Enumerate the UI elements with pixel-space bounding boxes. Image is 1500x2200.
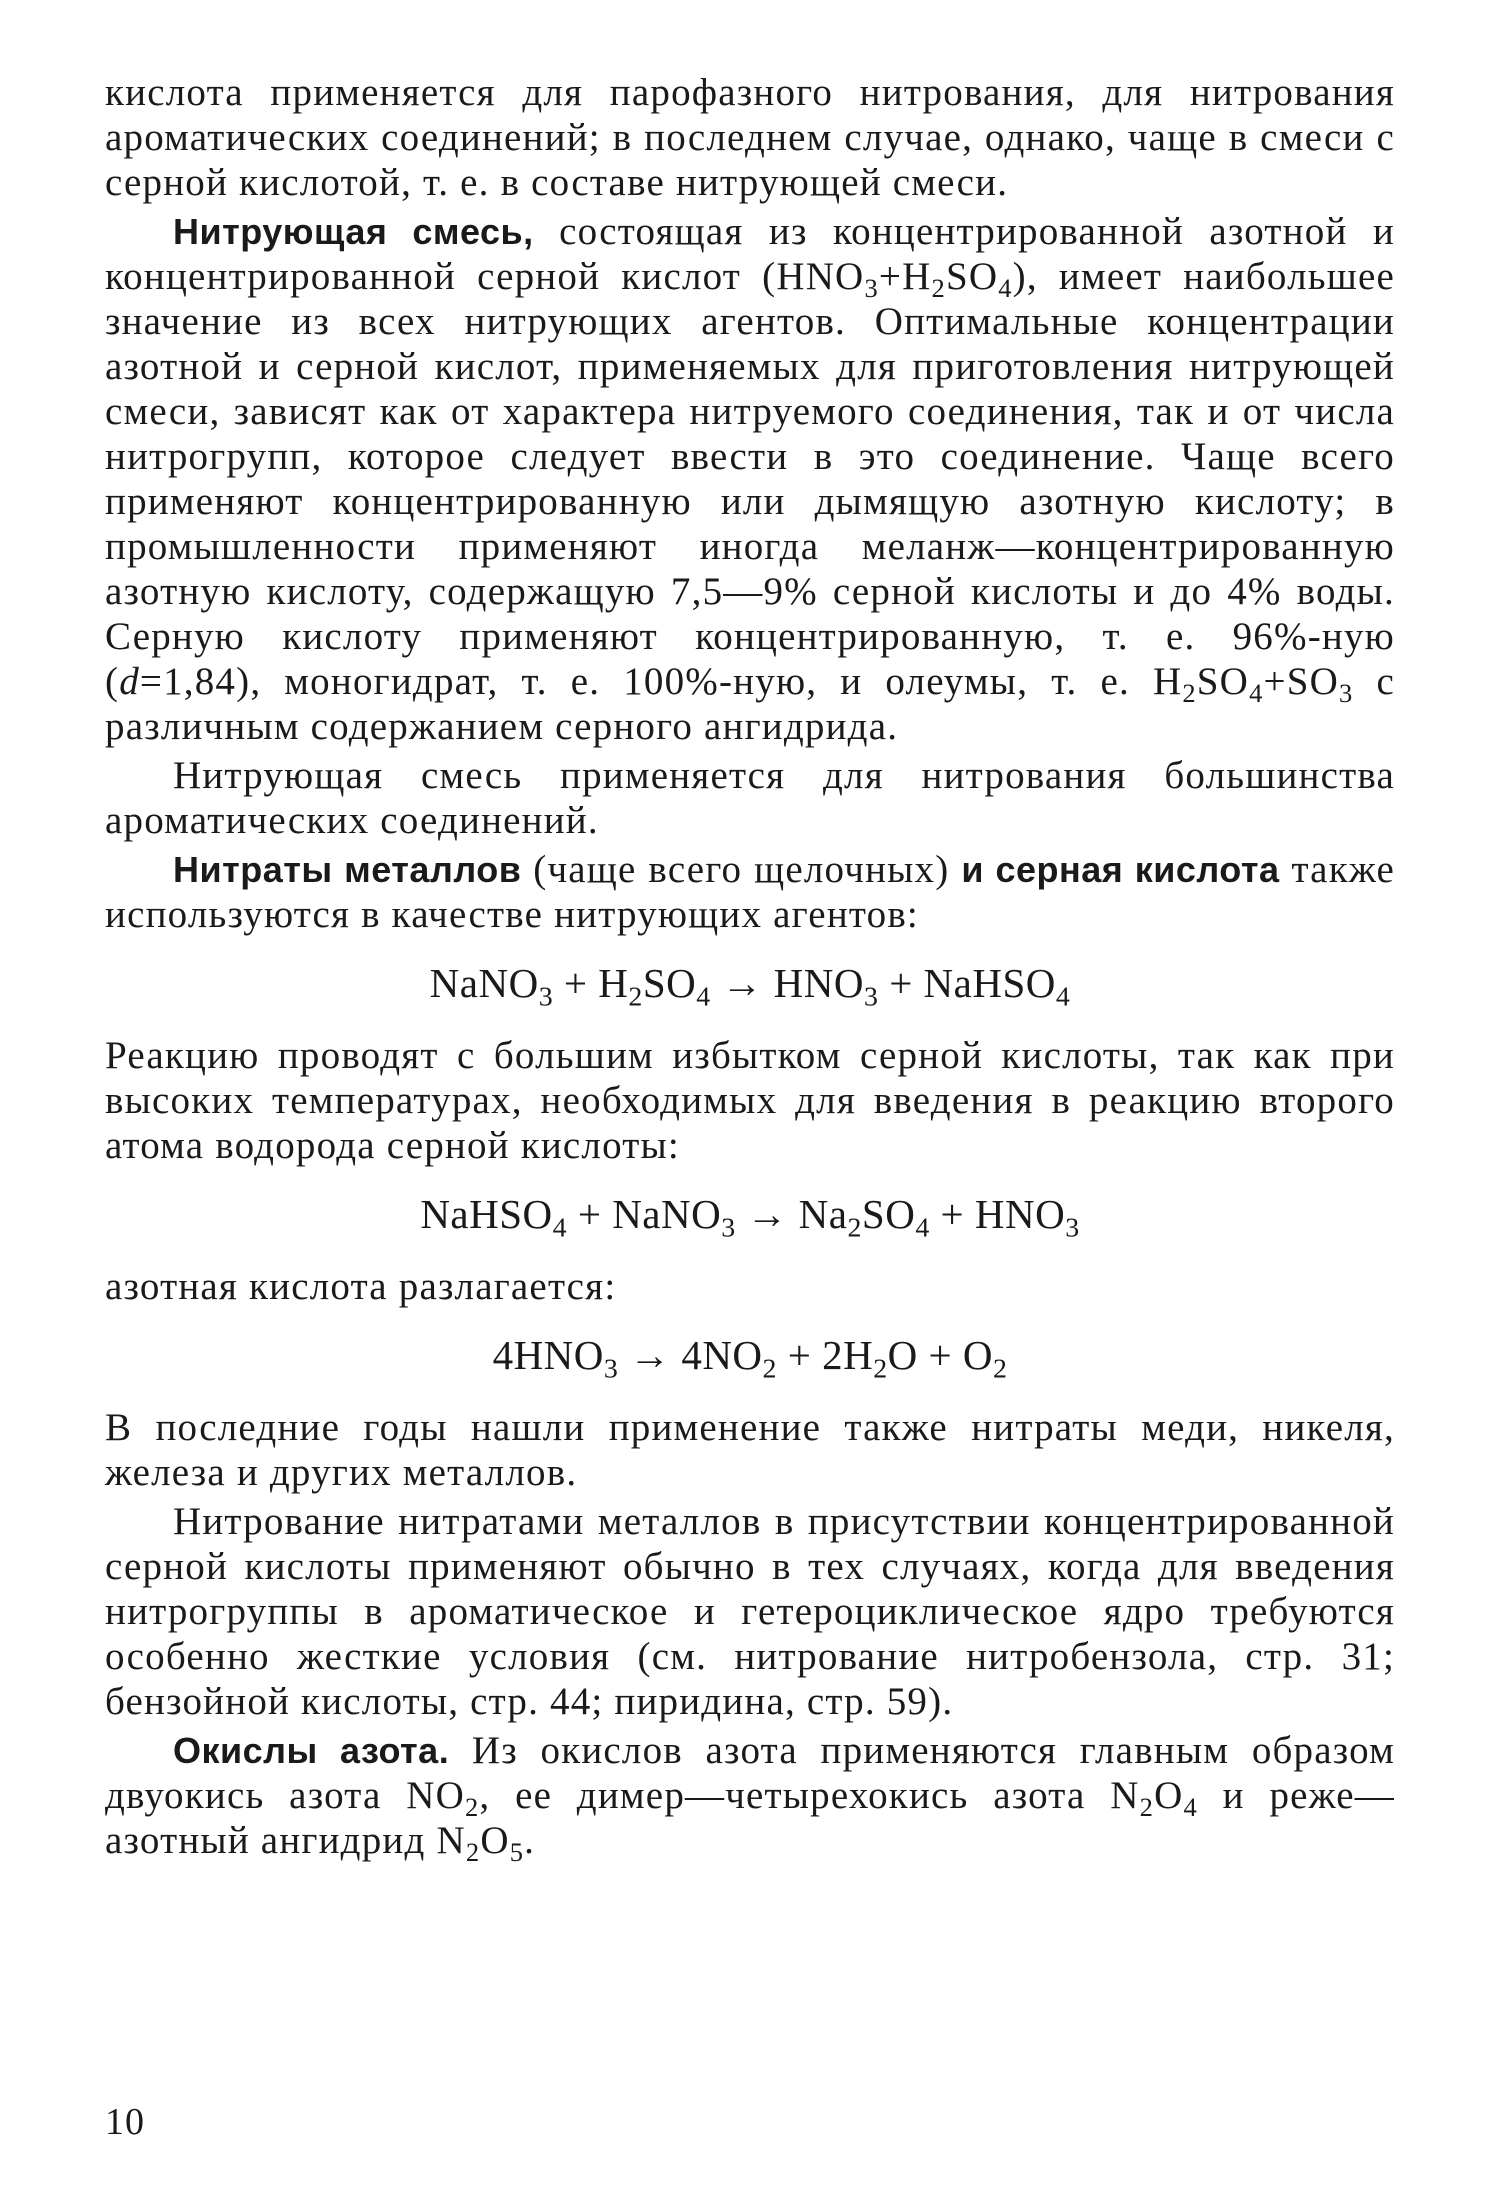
paragraph-continued: кислота применяется для парофазного нитрования, для нитрования ароматических соединений; в последнем случае, однако, чаще в смеси с серной кислотой, т. е. в составе нитрующей смеси. <box>105 71 1395 204</box>
paragraph-nitrating-mixture: Нитрующая смесь, состоящая из концентрированной азотной и концентрированной серной кислот $(HNO_3+H_2SO_4)$, имеет наибольшее значение из всех нитрующих агентов. Оптимальные концентрации азотной и серной кислот, применяемых для приготовления нитрующей смеси, зависят как от характера нитруемого соединения, так и от числа нитрогрупп, которое следует ввести в это соединение. Чаще всего применяют концентрированную или дымящую азотную кислоту; в промышленности применяют иногда меланж—концентрированную азотную кислоту, содержащую 7,5—9% серной кислоты и до 4% воды. Серную кислоту применяют концентрированную, т. е. 96%-ную (d=1,84), моногидрат, т. е. 100%-ную, и олеумы, т. е. $H_2SO_4+SO_3$ с различным содержанием серного ангидрида. <box>105 210 1395 748</box>
term-nitrating-mixture: Нитрующая смесь, <box>173 211 534 252</box>
equation-sodium-nitrate: NaNO$_3$ + $H_2SO_4 \to HNO_3$ + NaHSO$_4$ <box>429 960 1071 1013</box>
paragraph-reaction-conditions: Реакцию проводят с большим избытком серной кислоты, так как при высоких температурах, необходимых для введения в реакцию второго атома водорода серной кислоты: <box>105 1034 1395 1167</box>
term-nitrogen-oxides: Окислы азота. <box>173 1730 450 1771</box>
paragraph-decomposition: азотная кислота разлагается: <box>105 1265 617 1308</box>
paragraph-other-nitrates: В последние годы нашли применение также нитраты меди, никеля, железа и других металлов. <box>105 1406 1395 1494</box>
equation-decomposition: $4HNO_3 \to 4NO_2 + 2H_2O + O_2$ <box>492 1332 1008 1385</box>
paragraph-nitrogen-oxides: Окислы азота. Из окислов азота применяются главным образом двуокись азота $NO_2$, ее димер—четырехокись азота $N_2O_4$ и реже—азотный ангидрид $N_2O_5$. <box>105 1729 1395 1867</box>
equation-bisulfate: NaHSO$_4$ + NaNO$_3$ → $Na_2SO_4 + HNO_3$ <box>420 1191 1080 1244</box>
term-metal-nitrates: Нитраты металлов <box>173 849 522 890</box>
term-sulfuric-acid: и серная кислота <box>961 849 1280 890</box>
paragraph-mixture-usage: Нитрующая смесь применяется для нитрования большинства ароматических соединений. <box>105 754 1395 842</box>
paragraph-nitration-conditions: Нитрование нитратами металлов в присутствии концентрированной серной кислоты применяют обычно в тех случаях, когда для введения нитрогруппы в ароматическое и гетероциклическое ядро требуются особенно жесткие условия (см. нитрование нитробензола, стр. 31; бензойной кислоты, стр. 44; пиридина, стр. 59). <box>105 1500 1395 1723</box>
page-number: 10 <box>105 2101 145 2143</box>
paragraph-metal-nitrates: Нитраты металлов (чаще всего щелочных) и серная кислота также используются в качестве нитрующих агентов: <box>105 848 1395 936</box>
